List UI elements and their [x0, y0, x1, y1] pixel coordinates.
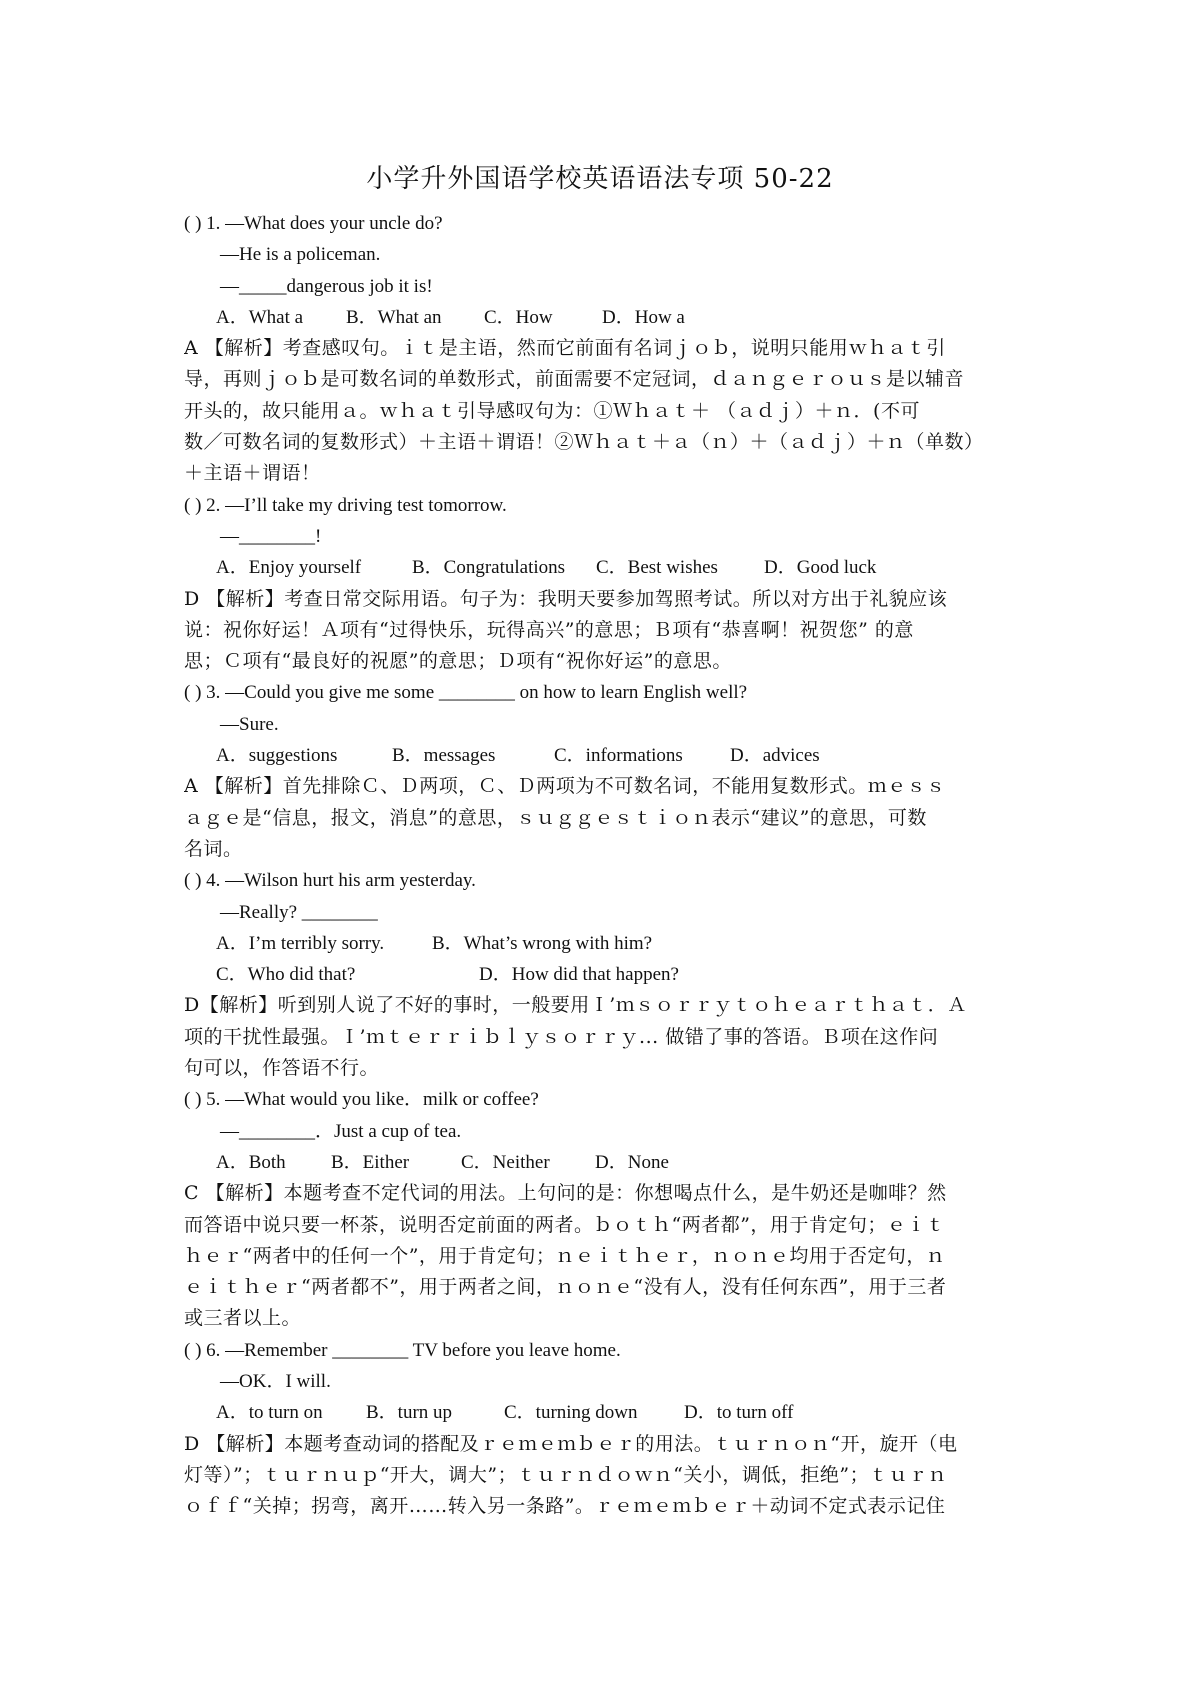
q5-analysis: 或三者以上。 [184, 1307, 302, 1330]
q4-options [184, 959, 1024, 990]
q5-options [184, 1147, 1024, 1178]
q6-options [184, 1397, 1024, 1428]
q1-analysis: 数／可数名词的复数形式）＋主语＋谓语！②Ｗｈａｔ＋ａ（ｎ）＋（ａｄｊ）＋ｎ（单数） [184, 431, 984, 454]
option-a: A．suggestions [216, 745, 338, 767]
q2-question: ( ) 2. —I’ll take my driving test tomorrow. [184, 494, 507, 516]
option-d: D．How did that happen? [479, 964, 679, 986]
q3-analysis: ａｇｅ是“信息，报文，消息”的意思，ｓｕｇｇｅｓｔｉｏｎ表示“建议”的意思，可数 [184, 806, 927, 829]
option-a: A．Enjoy yourself [216, 557, 362, 579]
q5-analysis: ｅｉｔｈｅｒ“两者都不”，用于两者之间，ｎｏｎｅ“没有人，没有任何东西”，用于三者 [184, 1276, 947, 1299]
q4-analysis: D【解析】听到别人说了不好的事时，一般要用Ｉ’ｍｓｏｒｒｙｔｏｈｅａｒｔｈａｔ．Ａ [184, 994, 967, 1017]
q1-dialog-line: —_____dangerous job it is! [220, 275, 433, 297]
option-d: D．How a [602, 306, 685, 328]
q6-analysis: 灯等）”；ｔｕｒｎｕｐ“开大，调大”；ｔｕｒｎｄｏｗｎ“关小，调低，拒绝”；ｔｕｒｎ [184, 1463, 948, 1486]
option-a: A．Both [216, 1151, 286, 1173]
q3-analysis: 名词。 [184, 837, 243, 860]
option-a: A．I’m terribly sorry. [216, 932, 385, 954]
q2-analysis: D 【解析】考查日常交际用语。句子为：我明天要参加驾照考试。所以对方出于礼貌应该 [184, 587, 948, 610]
q2-analysis: 说：祝你好运！Ａ项有“过得快乐，玩得高兴”的意思；Ｂ项有“恭喜啊！祝贺您” 的意 [184, 618, 914, 641]
option-b: B．turn up [366, 1402, 453, 1424]
q4-analysis: 项的干扰性最强。Ｉ’ｍｔｅｒｒｉｂｌｙｓｏｒｒｙ... 做错了事的答语。Ｂ项在这作问 [184, 1025, 939, 1048]
q5-question: ( ) 5. —What would you like．milk or coffee? [184, 1089, 539, 1111]
option-a: A．What a [216, 306, 304, 328]
q1-question: ( ) 1. —What does your uncle do? [184, 213, 443, 234]
q1-analysis: ＋主语＋谓语！ [184, 462, 321, 485]
q5-analysis: C 【解析】本题考查不定代词的用法。上句问的是：你想喝点什么，是牛奶还是咖啡？然 [184, 1182, 947, 1205]
option-b: B．What’s wrong with him? [432, 932, 653, 954]
option-d: D．None [595, 1151, 669, 1173]
option-c: C．informations [554, 745, 683, 767]
option-c: C．Neither [461, 1151, 550, 1173]
option-c: C．How [484, 306, 553, 328]
option-b: B．Congratulations [412, 557, 566, 579]
q3-dialog-line: —Sure. [220, 713, 279, 735]
option-c: C．Who did that? [216, 964, 356, 986]
question-list [184, 208, 1024, 1522]
q5-analysis: 而答语中说只要一杯茶，说明否定前面的两者。ｂｏｔｈ“两者都”，用于肯定句；ｅｉｔ [184, 1213, 946, 1236]
q2-dialog-line: —________! [220, 525, 322, 547]
q5-dialog-line: —________．Just a cup of tea. [220, 1120, 462, 1142]
page-title: 小学升外国语学校英语语法专项 50-22 [366, 164, 834, 194]
q6-question: ( ) 6. —Remember ________ TV before you leave home. [184, 1339, 621, 1361]
q4-analysis: 句可以，作答语不行。 [184, 1057, 380, 1080]
q1-analysis: 开头的，故只能用ａ。ｗｈａｔ引导感叹句为：①Ｗｈａｔ＋ （ａｄｊ）＋ｎ．(不可 [184, 399, 920, 422]
q2-analysis: 思；Ｃ项有“最良好的祝愿”的意思；Ｄ项有“祝你好运”的意思。 [184, 650, 732, 673]
option-d: D．Good luck [764, 557, 877, 579]
option-c: C．Best wishes [596, 557, 718, 579]
option-b: B．Either [331, 1151, 410, 1173]
option-c: C．turning down [504, 1402, 638, 1424]
q6-dialog-line: —OK．I will. [220, 1370, 331, 1392]
q2-options [184, 552, 1024, 583]
q3-options [184, 740, 1024, 771]
q3-question: ( ) 3. —Could you give me some ________ on how to learn English well? [184, 682, 748, 704]
q3-analysis: A 【解析】首先排除Ｃ、Ｄ两项，Ｃ、Ｄ两项为不可数名词，不能用复数形式。ｍｅｓｓ [184, 775, 946, 798]
option-a: A．to turn on [216, 1402, 323, 1424]
option-d: D．to turn off [684, 1402, 794, 1424]
q1-dialog-line: —He is a policeman. [220, 244, 381, 266]
option-b: B．messages [392, 745, 496, 767]
q6-analysis: ｏｆｆ“关掉；拐弯，离开……转入另一条路”。ｒｅｍｅｍｂｅｒ＋动词不定式表示记住 [184, 1495, 946, 1518]
q1-analysis: A 【解析】考查感叹句。ｉｔ是主语，然而它前面有名词ｊｏｂ，说明只能用ｗｈａｔ引 [184, 337, 946, 360]
q1-analysis: 导，再则ｊｏｂ是可数名词的单数形式，前面需要不定冠词，ｄａｎｇｅｒｏｕｓ是以辅音 [184, 368, 965, 391]
q1-options [184, 302, 1024, 333]
q4-options [184, 928, 1024, 959]
q6-analysis: D 【解析】本题考查动词的搭配及ｒｅｍｅｍｂｅｒ的用法。ｔｕｒｎｏｎ“开，旋开（电 [184, 1432, 958, 1455]
option-b: B．What an [346, 306, 442, 328]
q4-question: ( ) 4. —Wilson hurt his arm yesterday. [184, 870, 476, 892]
q4-dialog-line: —Really? ________ [220, 901, 378, 923]
q5-analysis: ｈｅｒ“两者中的任何一个”，用于肯定句；ｎｅｉｔｈｅｒ，ｎｏｎｅ均用于否定句，ｎ [184, 1244, 946, 1267]
option-d: D．advices [730, 745, 820, 767]
